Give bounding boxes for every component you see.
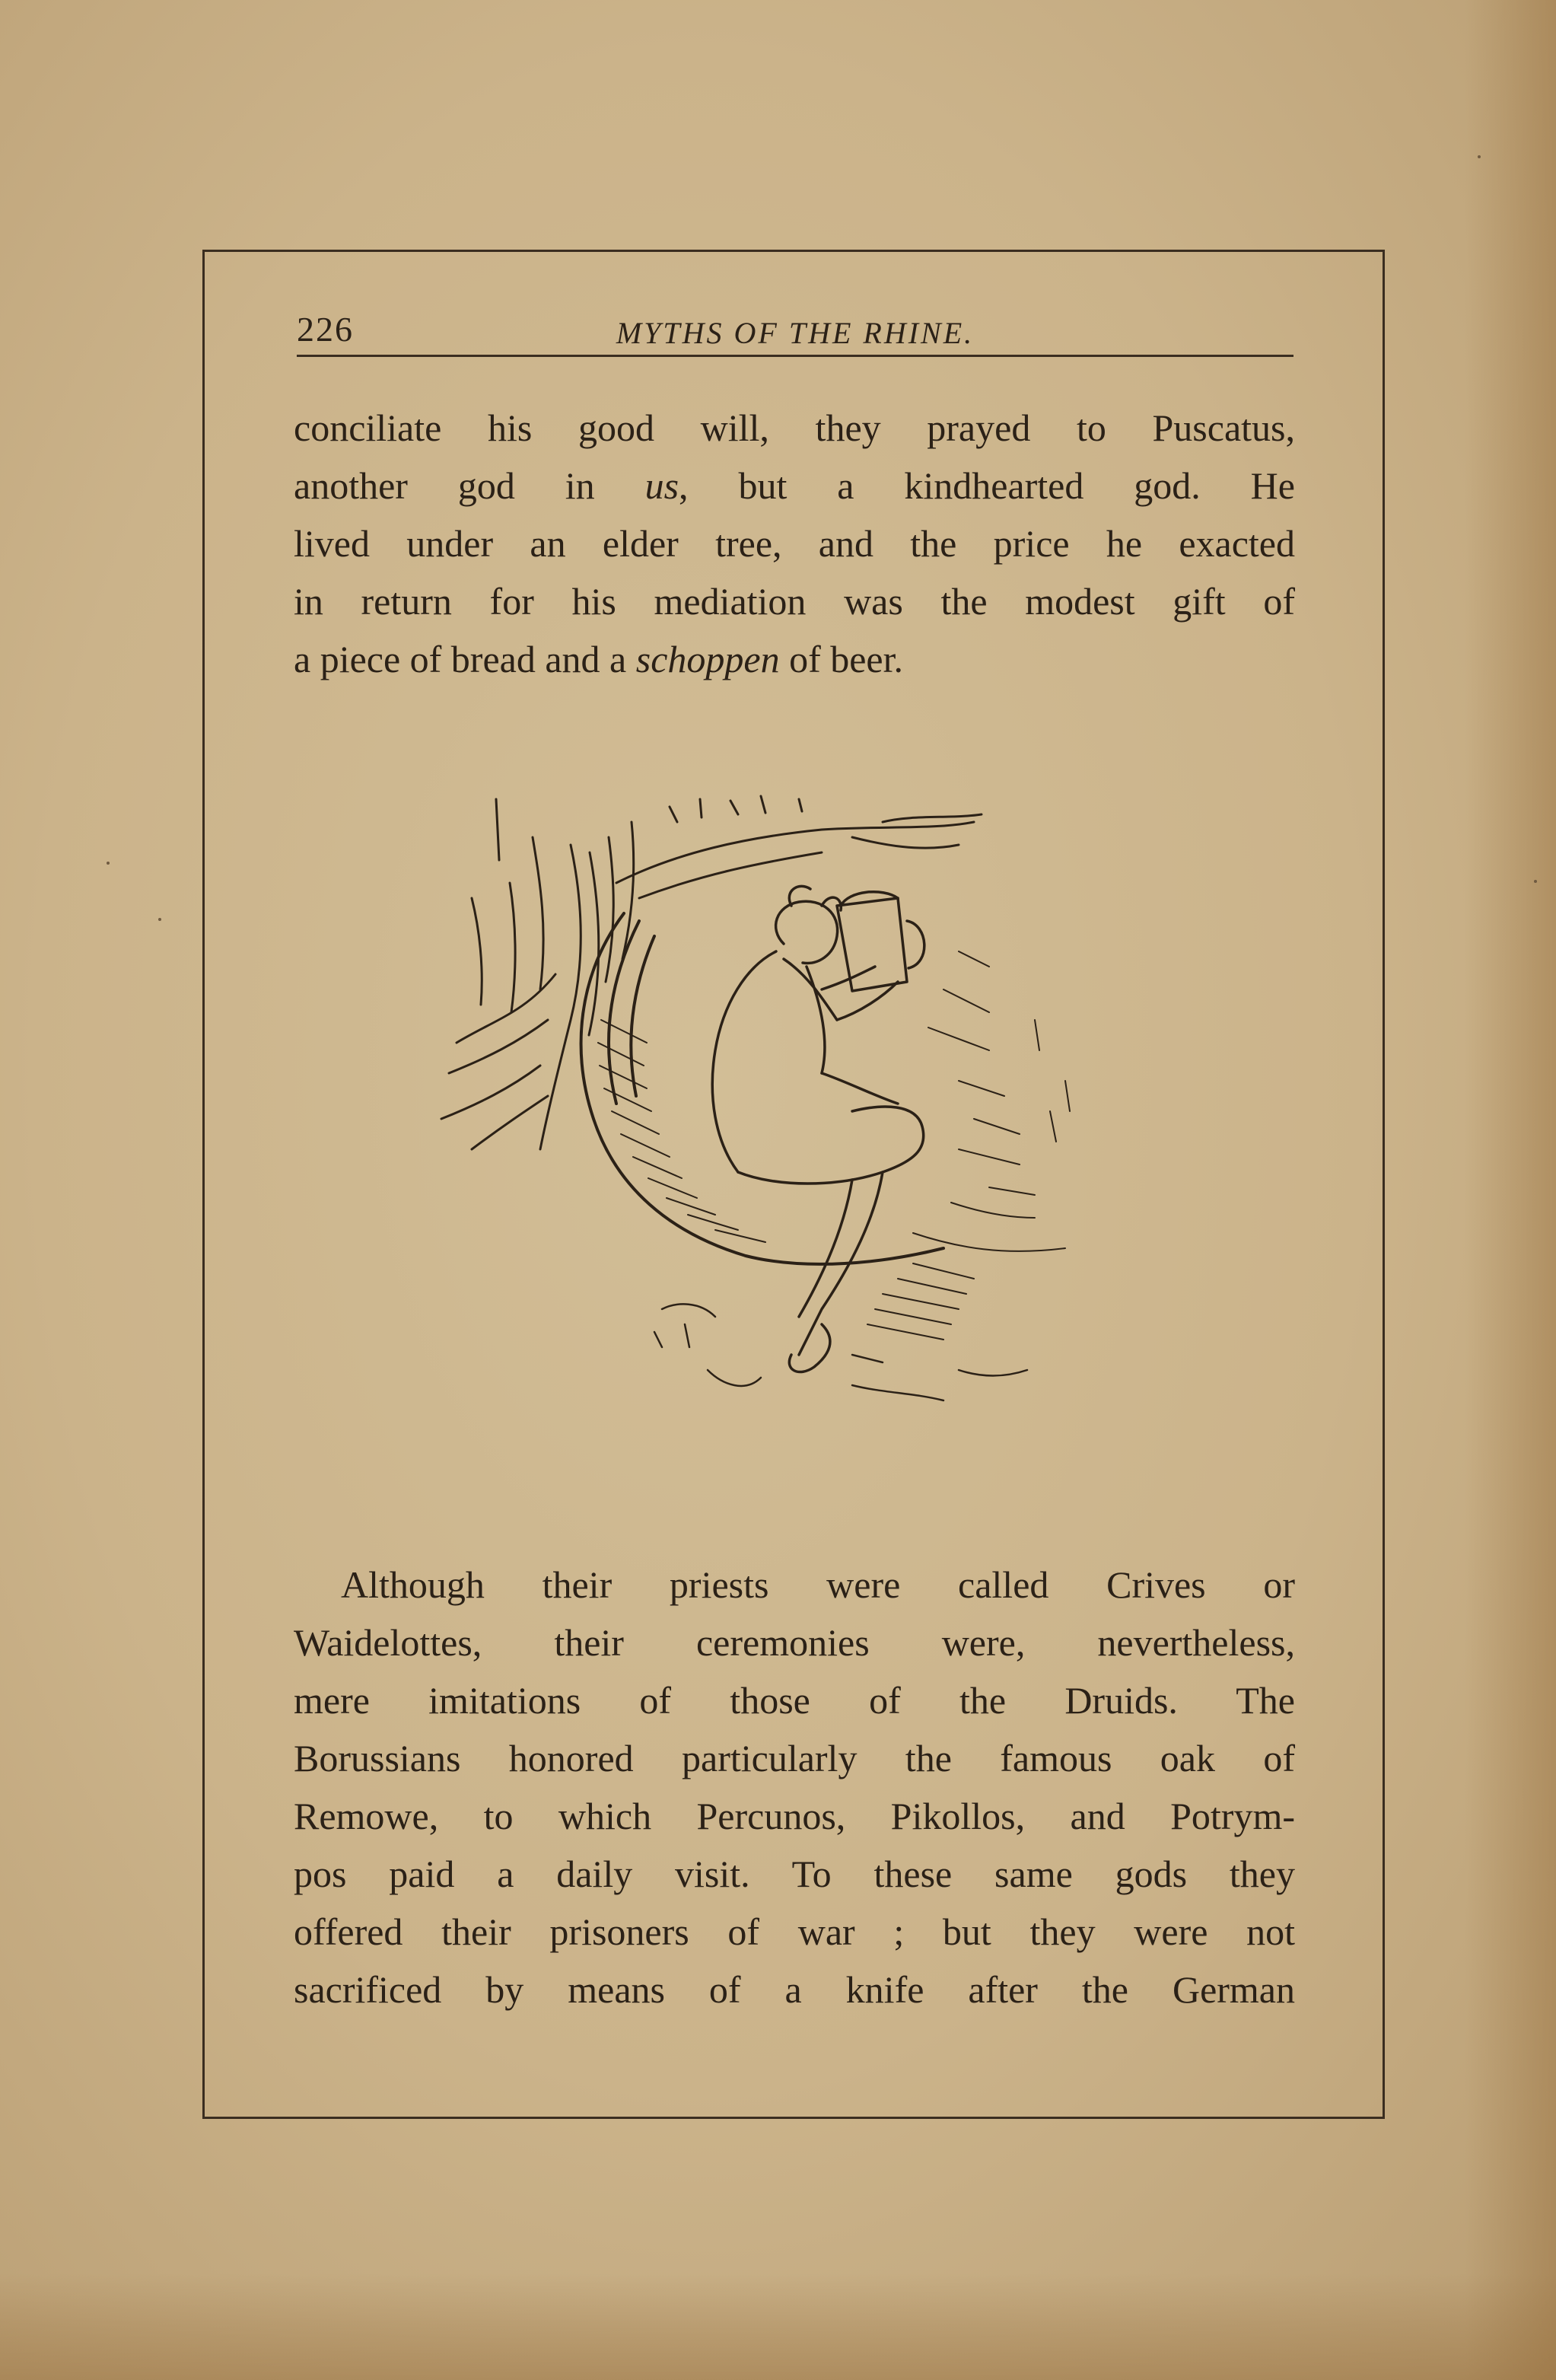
text-line: offered their prisoners of war ; but they were not	[294, 1910, 1295, 1953]
hollow-hatching	[598, 1020, 974, 1340]
foliage-sketch	[913, 951, 1070, 1251]
page-edge-shadow	[1465, 0, 1556, 2380]
text-line: conciliate his good will, they prayed to Puscatus,	[294, 406, 1295, 449]
italic-word: us	[644, 464, 679, 507]
text-line: pos paid a daily visit. To these same gods they	[294, 1853, 1295, 1895]
paragraph-bottom	[294, 1556, 1295, 2018]
text-line: Waidelottes, their ceremonies were, nevertheless,	[294, 1621, 1295, 1664]
tree-hollow-outline	[581, 913, 943, 1264]
ground-sketch	[654, 1304, 1027, 1400]
running-title: MYTHS OF THE RHINE.	[616, 316, 975, 350]
paper-speck	[1534, 880, 1537, 883]
page-bottom-shadow	[0, 2273, 1556, 2380]
text-run: , but a kindhearted god. He	[679, 464, 1295, 507]
text-line: sacrificed by means of a knife after the German	[294, 1968, 1295, 2011]
paper-speck	[107, 862, 110, 865]
seated-figure	[712, 886, 924, 1372]
italic-word: schoppen	[635, 638, 780, 680]
page-number: 226	[297, 310, 354, 349]
text-line: Borussians honored particularly the famous oak of	[294, 1737, 1295, 1779]
running-head	[297, 309, 1293, 357]
branch-sketch	[616, 796, 982, 898]
text-line: lived under an elder tree, and the price he exacted	[294, 522, 1295, 565]
text-line	[294, 457, 1295, 515]
text-line: mere imitations of those of the Druids. The	[294, 1679, 1295, 1722]
paper-speck	[1478, 155, 1481, 158]
paragraph-top	[294, 399, 1295, 688]
text-run: of beer.	[779, 638, 904, 680]
text-line	[294, 630, 1295, 688]
text-line: in return for his mediation was the modest gift of	[294, 580, 1295, 623]
tree-trunk-sketch	[441, 799, 634, 1149]
text-line: Although their priests were called Crives or	[341, 1563, 1295, 1606]
text-run: another god in	[294, 464, 645, 507]
paper-speck	[158, 918, 161, 921]
text-run: a piece of bread and a	[294, 638, 636, 680]
text-line: Remowe, to which Percunos, Pikollos, and Potrym-	[294, 1795, 1295, 1837]
engraving-illustration	[426, 792, 1157, 1499]
